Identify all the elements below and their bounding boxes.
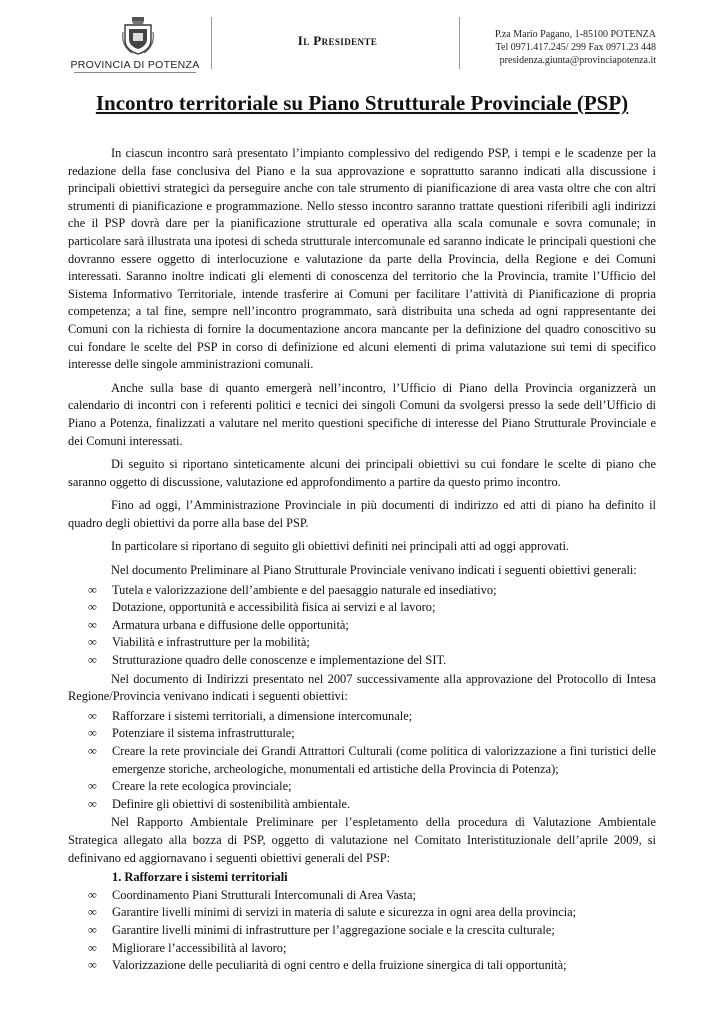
list-item: ∞ Coordinamento Piani Strutturali Intercomunali di Area Vasta; xyxy=(68,887,656,905)
infinity-bullet-icon: ∞ xyxy=(88,940,97,955)
infinity-bullet-icon: ∞ xyxy=(88,582,97,597)
infinity-bullet-icon: ∞ xyxy=(88,744,97,758)
list-item: ∞ Armatura urbana e diffusione delle opportunità; xyxy=(68,617,656,635)
paragraph: Di seguito si riportano sinteticamente alcuni dei principali obiettivi su cui fondare le scelte di piano che saranno oggetto di discussione, valutazione ed approfondimento a partire da questo primo incontro. xyxy=(68,457,656,489)
list-item: ∞ Definire gli obiettivi di sostenibilità ambientale. xyxy=(68,796,656,814)
objectives-list-preliminary xyxy=(68,582,656,670)
infinity-bullet-icon: ∞ xyxy=(88,600,97,615)
infinity-bullet-icon: ∞ xyxy=(88,708,97,723)
document-body xyxy=(68,145,656,976)
list-item: ∞ Dotazione, opportunità e accessibilità fisica ai servizi e al lavoro; xyxy=(68,599,656,617)
contact-phone: Tel 0971.417.245/ 299 Fax 0971.23 448 xyxy=(495,42,656,53)
province-logo xyxy=(60,14,220,74)
infinity-bullet-icon: ∞ xyxy=(88,958,97,973)
infinity-bullet-icon: ∞ xyxy=(88,779,97,794)
list-item: ∞ Garantire livelli minimi di infrastrutture per l’aggregazione sociale e la crescita culturale; xyxy=(68,922,656,940)
list-item: ∞ Strutturazione quadro delle conoscenze e implementazione del SIT. xyxy=(68,652,656,670)
objectives-list-section-1 xyxy=(68,887,656,975)
section-heading: 1. Rafforzare i sistemi territoriali xyxy=(112,870,288,885)
crest-icon xyxy=(122,16,154,56)
paragraph: Nel documento di Indirizzi presentato nel 2007 successivamente alla approvazione del Protocollo di Intesa Regione/Provincia venivano indicati i seguenti obiettivi: xyxy=(68,671,656,704)
infinity-bullet-icon: ∞ xyxy=(88,653,97,668)
list-item: ∞ Potenziare il sistema infrastrutturale; xyxy=(68,725,656,743)
paragraph: Nel Rapporto Ambientale Preliminare per l’espletamento della procedura di Valutazione Ambientale Strategica allegato alla bozza di PSP, oggetto di valutazione nel Comitato Interistituzionale dell’aprile 2009, si definivano ed aggiornavano i seguenti obiettivi generali del PSP: xyxy=(68,815,656,865)
paragraph: In ciascun incontro sarà presentato l’impianto complessivo del redigendo PSP, i tempi e le scadenze per la redazione della fase conclusiva del Piano e la sua approvazione e soprattutto saranno indicati alla discussione i principali obiettivi strategici da perseguire anche con tale strumento di pianificazione di area vasta oltre che con altri strumenti di pianificazione e programmazione. Nello stesso incontro saranno trattate questioni riferibili agli indirizzi che il PSP dovrà dare per la pianificazione strutturale ed operativa alla scala comunale e sovra comunale; in particolare sarà illustrata una ipotesi di scheda strutturale intercomunale ed saranno indicate le principali questioni che dovranno essere oggetto di interlocuzione e valutazione da parte della Provincia, della Regione e dei Comuni interessati. Saranno inoltre indicati gli elementi di conoscenza del territorio che la Provincia, tramite l’Ufficio del Sistema Informativo Territoriale, intende trasferire ai Comuni per facilitare l’attività di Pianificazione di propria competenza; a tal fine, sempre nell’incontro programmato, sarà distribuita una scheda ad ogni rappresentante dei Comuni con la richiesta di fornire la documentazione ancora mancante per la definizione del quadro conoscitivo su cui fondare le scelte del PSP in corso di definizione ed alcuni elementi di prima valutazione sui temi di specifico interesse delle singole amministrazioni comunali. xyxy=(68,146,656,372)
infinity-bullet-icon: ∞ xyxy=(88,796,97,811)
infinity-bullet-icon: ∞ xyxy=(88,726,97,741)
office-title: Il Presidente xyxy=(297,33,378,48)
paragraph: In particolare si riportano di seguito gli obiettivi definiti nei principali atti ad oggi approvati. xyxy=(111,539,569,554)
province-name: PROVINCIA DI POTENZA xyxy=(70,59,200,71)
contact-block xyxy=(460,28,656,67)
contact-address: P.za Mario Pagano, 1-85100 POTENZA xyxy=(494,29,656,40)
list-item: ∞ Creare la rete provinciale dei Grandi Attrattori Culturali (come politica di valorizzazione a fini turistici delle emergenze storiche, archeologiche, monumentali ed artistiche della Provincia di Potenza); xyxy=(88,744,656,776)
paragraph: Nel documento Preliminare al Piano Strutturale Provinciale venivano indicati i seguenti obiettivi generali: xyxy=(111,563,637,578)
list-item: ∞ Tutela e valorizzazione dell’ambiente e del paesaggio naturale ed insediativo; xyxy=(68,582,656,600)
list-item: ∞ Rafforzare i sistemi territoriali, a dimensione intercomunale; xyxy=(68,708,656,726)
list-item: ∞ Migliorare l’accessibilità al lavoro; xyxy=(68,940,656,958)
list-item: ∞ Creare la rete ecologica provinciale; xyxy=(68,778,656,796)
letterhead xyxy=(60,14,664,74)
document-title: Incontro territoriale su Piano Strutturale Provinciale (PSP) xyxy=(95,91,629,115)
infinity-bullet-icon: ∞ xyxy=(88,887,97,902)
paragraph: Anche sulla base di quanto emergerà nell’incontro, l’Ufficio di Piano della Provincia organizzerà un calendario di incontri con i referenti politici e tecnici dei singoli Comuni da svolgersi presso la sede dell’Ufficio di Piano a Potenza, finalizzati a valutare nel merito questioni specifiche di interesse del Piano Strutturale Provinciale e dei Comuni interessati. xyxy=(68,380,656,448)
infinity-bullet-icon: ∞ xyxy=(88,922,97,937)
list-item: ∞ Valorizzazione delle peculiarità di ogni centro e della fruizione sinergica di tali opportunità; xyxy=(68,957,656,975)
list-item: ∞ Viabilità e infrastrutture per la mobilità; xyxy=(68,634,656,652)
infinity-bullet-icon: ∞ xyxy=(88,617,97,632)
paragraph: Fino ad oggi, l’Amministrazione Provinciale in più documenti di indirizzo ed atti di piano ha definito il quadro degli obiettivi da porre alla base del PSP. xyxy=(68,498,656,530)
objectives-list-indirizzi xyxy=(68,708,656,814)
divider xyxy=(74,72,196,73)
divider xyxy=(211,17,212,69)
list-item: ∞ Garantire livelli minimi di servizi in materia di salute e sicurezza in ogni area della provincia; xyxy=(68,904,656,922)
infinity-bullet-icon: ∞ xyxy=(88,635,97,650)
contact-email: presidenza.giunta@provinciapotenza.it xyxy=(499,55,656,66)
infinity-bullet-icon: ∞ xyxy=(88,905,97,920)
